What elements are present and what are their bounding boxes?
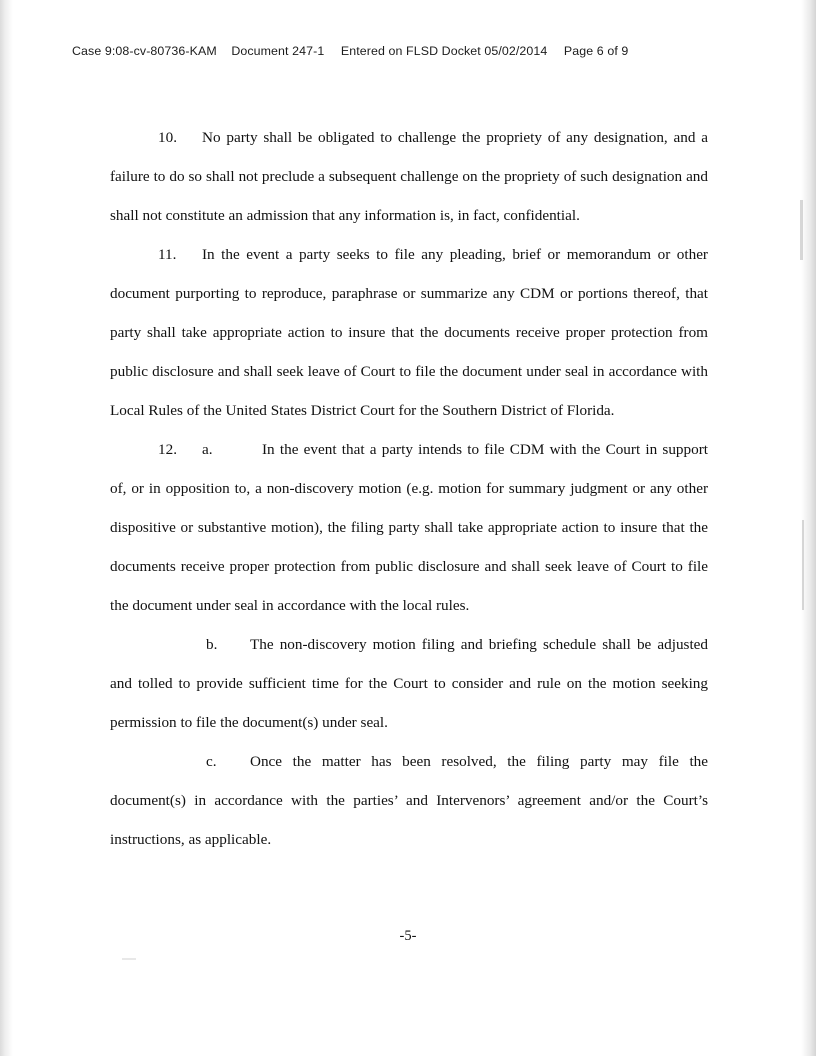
scan-speck xyxy=(800,200,803,260)
court-filing-header xyxy=(72,44,744,58)
paragraph-11-number: 11. xyxy=(158,246,177,263)
header-docket-entry: Entered on FLSD Docket 05/02/2014 xyxy=(340,44,548,58)
paragraph-12a xyxy=(110,430,708,625)
paragraph-12c-text: Once the matter has been resolved, the filing party may file the document(s) in accordance with the parties’ and Intervenors’ agreement and/or the Court’s instructions, as applicable. xyxy=(110,753,708,848)
paragraph-11 xyxy=(110,235,708,430)
document-body xyxy=(110,118,708,859)
scan-edge-left xyxy=(0,0,14,1056)
scan-speck xyxy=(802,520,804,610)
header-document-number: Document 247-1 xyxy=(231,44,325,58)
header-page-count: Page 6 of 9 xyxy=(563,44,629,58)
paragraph-12c xyxy=(110,742,708,859)
paragraph-12b-letter: b. xyxy=(206,636,218,653)
page-number: -5- xyxy=(399,928,417,944)
paragraph-12b xyxy=(110,625,708,742)
paragraph-11-text: In the event a party seeks to file any pleading, brief or memorandum or other document purporting to reproduce, paraphrase or summarize any CDM or portions thereof, that party shall take appropriate action to insure that the documents receive proper protection from public disclosure and shall seek leave of Court to file the document under seal in accordance with Local Rules of the United States District Court for the Southern District of Florida. xyxy=(110,246,708,419)
paragraph-12a-letter: a. xyxy=(202,441,213,458)
paragraph-10-text: No party shall be obligated to challenge the propriety of any designation, and a failure to do so shall not preclude a subsequent challenge on the propriety of such designation and shall not constitute an admission that any information is, in fact, confidential. xyxy=(110,129,708,224)
paragraph-12a-text: In the event that a party intends to file CDM with the Court in support of, or in opposition to, a non-discovery motion (e.g. motion for summary judgment or any other dispositive or substantive motion), the filing party shall take appropriate action to insure that the documents receive proper protection from public disclosure and shall seek leave of Court to file the document under seal in accordance with the local rules. xyxy=(110,441,708,614)
scan-speck xyxy=(122,958,136,960)
header-case-number: Case 9:08-cv-80736-KAM xyxy=(72,44,217,58)
paragraph-12b-text: The non-discovery motion filing and briefing schedule shall be adjusted and tolled to provide sufficient time for the Court to consider and rule on the motion seeking permission to file the document(s) under seal. xyxy=(110,636,708,731)
paragraph-12-number: 12. xyxy=(158,441,177,458)
paragraph-10-number: 10. xyxy=(158,129,177,146)
paragraph-12c-letter: c. xyxy=(206,753,217,770)
paragraph-10 xyxy=(110,118,708,235)
